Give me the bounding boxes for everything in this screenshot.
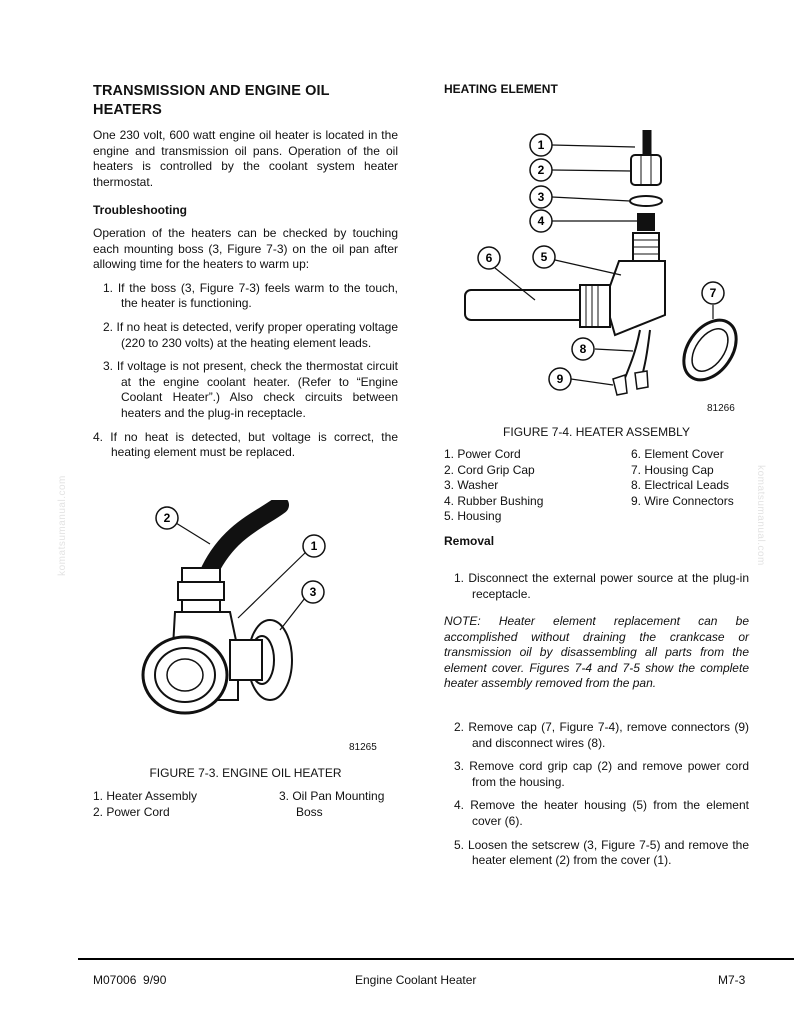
note-paragraph: NOTE: Heater element replacement can be accomplished without draining the crankcase or transmission oil by disassembling all parts from the element cover. Figures 7-4 and 7-5 show the complete heater assembly removed from the pan. bbox=[444, 614, 749, 691]
troubleshooting-steps bbox=[93, 280, 398, 461]
section-title: TRANSMISSION AND ENGINE OIL HEATERS bbox=[93, 83, 330, 118]
removal-step: 1. Disconnect the external power source at the plug-in receptacle. bbox=[454, 571, 749, 601]
removal-step: 4. Remove the heater housing (5) from the element cover (6). bbox=[454, 798, 749, 828]
legend-item: Boss bbox=[296, 804, 323, 819]
footer-rule bbox=[78, 958, 794, 960]
removal-step: 5. Loosen the setscrew (3, Figure 7-5) and remove the heater element (2) from the cover (1). bbox=[454, 837, 749, 868]
figure-7-3 bbox=[130, 500, 390, 760]
heater-assembly-illustration bbox=[455, 125, 755, 415]
troubleshooting-step: 1. If the boss (3, Figure 7-3) feels warm to the touch, the heater is functioning. bbox=[103, 280, 398, 311]
removal-step: 2. Remove cap (7, Figure 7-4), remove connectors (9) and disconnect wires (8). bbox=[454, 720, 749, 750]
troubleshooting-step: 3. If voltage is not present, check the thermostat circuit at the engine coolant heater. (Refer to “Engine Coolant Heater”.) Also check circuits between heaters and the plug-in receptacle. bbox=[103, 359, 398, 420]
removal-heading: Removal bbox=[444, 534, 495, 548]
callout-1: 1 bbox=[537, 138, 545, 152]
legend-item: 5. Housing bbox=[444, 509, 502, 524]
troubleshooting-step: 4. If no heat is detected, but voltage is correct, the heating element must be replaced. bbox=[93, 429, 398, 460]
figure-7-3-id: 81265 bbox=[349, 742, 377, 753]
callout-6: 6 bbox=[485, 251, 493, 265]
figure-7-4 bbox=[455, 125, 755, 415]
legend-item: 3. Oil Pan Mounting bbox=[279, 789, 385, 803]
legend-item bbox=[631, 509, 749, 525]
callout-3: 3 bbox=[309, 585, 317, 599]
callout-1: 1 bbox=[310, 539, 318, 553]
intro-paragraph: One 230 volt, 600 watt engine oil heater is located in the engine and transmission oil pans. Operation of the oil heaters is controlled by the coolant system heater thermostat. bbox=[93, 128, 398, 189]
callout-7: 7 bbox=[709, 286, 717, 300]
footer-section: Engine Coolant Heater bbox=[355, 973, 477, 987]
legend-item: 1. Power Cord bbox=[444, 447, 521, 461]
removal-step-list-1 bbox=[444, 563, 749, 602]
figure-7-3-legend bbox=[93, 789, 398, 820]
figure-7-4-legend bbox=[444, 447, 749, 525]
legend-item: 4. Rubber Bushing bbox=[444, 493, 544, 508]
footer-doc-number: M07006 9/90 bbox=[93, 973, 167, 987]
figure-7-4-caption: FIGURE 7-4. HEATER ASSEMBLY bbox=[503, 425, 690, 439]
footer-page-number: M7-3 bbox=[718, 973, 746, 987]
legend-item: 3. Washer bbox=[444, 478, 499, 493]
removal-step-list-2 bbox=[454, 712, 749, 869]
troubleshooting-heading: Troubleshooting bbox=[93, 203, 187, 218]
figure-7-4-id: 81266 bbox=[707, 403, 735, 414]
watermark-left: komatsumanual.com bbox=[56, 475, 68, 576]
legend-item: 9. Wire Connectors bbox=[631, 493, 734, 508]
callout-2: 2 bbox=[163, 511, 171, 525]
figure-7-3-caption: FIGURE 7-3. ENGINE OIL HEATER bbox=[149, 766, 342, 780]
troubleshooting-paragraph: Operation of the heaters can be checked by touching each mounting boss (3, Figure 7-3) on the oil pan after allowing time for the heaters to warm up: bbox=[93, 225, 398, 272]
left-column bbox=[93, 80, 398, 461]
callout-5: 5 bbox=[540, 250, 548, 264]
callout-3: 3 bbox=[537, 190, 545, 204]
removal-step: 3. Remove cord grip cap (2) and remove power cord from the housing. bbox=[454, 759, 749, 789]
heating-element-heading: HEATING ELEMENT bbox=[444, 82, 558, 96]
legend-item: 1. Heater Assembly bbox=[93, 789, 198, 803]
engine-oil-heater-illustration bbox=[130, 500, 390, 760]
watermark-right: komatsumanual.com bbox=[754, 465, 766, 566]
legend-item: 8. Electrical Leads bbox=[631, 478, 730, 493]
callout-4: 4 bbox=[537, 214, 545, 228]
legend-item: 6. Element Cover bbox=[631, 447, 724, 461]
legend-item: 2. Cord Grip Cap bbox=[444, 462, 535, 477]
legend-item: 2. Power Cord bbox=[93, 804, 170, 819]
callout-2: 2 bbox=[537, 163, 545, 177]
troubleshooting-step: 2. If no heat is detected, verify proper operating voltage (220 to 230 volts) at the heating element leads. bbox=[103, 319, 398, 350]
callout-8: 8 bbox=[579, 342, 587, 356]
callout-9: 9 bbox=[556, 372, 564, 386]
legend-item: 7. Housing Cap bbox=[631, 462, 714, 477]
